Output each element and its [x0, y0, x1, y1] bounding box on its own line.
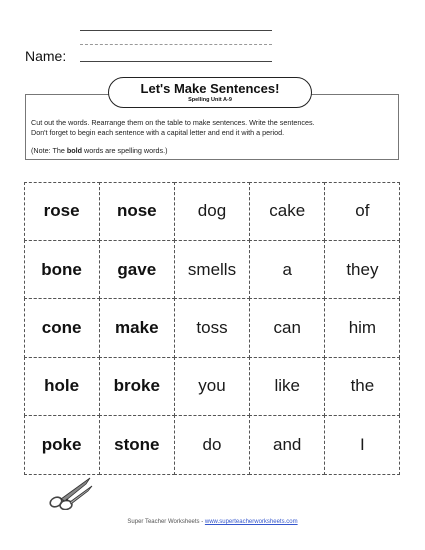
- word-card[interactable]: stone: [99, 415, 175, 474]
- footer-site-name: Super Teacher Worksheets: [127, 519, 200, 525]
- worksheet-subtitle: Spelling Unit A-9: [188, 97, 232, 103]
- footer: [0, 518, 425, 526]
- word-card[interactable]: gave: [99, 240, 175, 299]
- note-text: [31, 146, 393, 155]
- word-card[interactable]: poke: [24, 415, 100, 474]
- word-card[interactable]: the: [324, 357, 400, 416]
- scissors-icon: [46, 474, 94, 510]
- word-card[interactable]: nose: [99, 182, 175, 241]
- word-card[interactable]: cone: [24, 298, 100, 357]
- word-card[interactable]: smells: [174, 240, 250, 299]
- word-card[interactable]: rose: [24, 182, 100, 241]
- word-card[interactable]: toss: [174, 298, 250, 357]
- name-label: Name:: [25, 48, 67, 64]
- word-card[interactable]: bone: [24, 240, 100, 299]
- word-card[interactable]: hole: [24, 357, 100, 416]
- word-card[interactable]: cake: [249, 182, 325, 241]
- word-card[interactable]: dog: [174, 182, 250, 241]
- word-card[interactable]: they: [324, 240, 400, 299]
- word-card[interactable]: I: [324, 415, 400, 474]
- note-suffix: words are spelling words.): [84, 146, 168, 155]
- name-top-line: [80, 30, 272, 31]
- word-card[interactable]: of: [324, 182, 400, 241]
- word-card[interactable]: you: [174, 357, 250, 416]
- footer-separator: -: [201, 519, 204, 525]
- word-card[interactable]: make: [99, 298, 175, 357]
- worksheet-title-banner: [108, 77, 312, 108]
- name-section: [0, 0, 425, 80]
- word-card[interactable]: do: [174, 415, 250, 474]
- instructions-text: [31, 118, 393, 137]
- footer-url-link[interactable]: www.superteacherworksheets.com: [204, 519, 298, 525]
- name-baseline[interactable]: [80, 61, 272, 62]
- note-bold-word: bold: [66, 146, 82, 155]
- word-card[interactable]: him: [324, 298, 400, 357]
- word-card[interactable]: like: [249, 357, 325, 416]
- word-card[interactable]: broke: [99, 357, 175, 416]
- word-card-grid: [24, 182, 400, 474]
- note-prefix: (Note: The: [31, 146, 65, 155]
- instructions-line-1: Cut out the words. Rearrange them on the table to make sentences. Write the sentences.: [31, 118, 315, 127]
- name-midline: [80, 44, 272, 45]
- worksheet-title: Let's Make Sentences!: [140, 81, 280, 96]
- word-card[interactable]: and: [249, 415, 325, 474]
- instructions-line-2: Don't forget to begin each sentence with a capital letter and end it with a period.: [31, 127, 285, 137]
- word-card[interactable]: can: [249, 298, 325, 357]
- word-card[interactable]: a: [249, 240, 325, 299]
